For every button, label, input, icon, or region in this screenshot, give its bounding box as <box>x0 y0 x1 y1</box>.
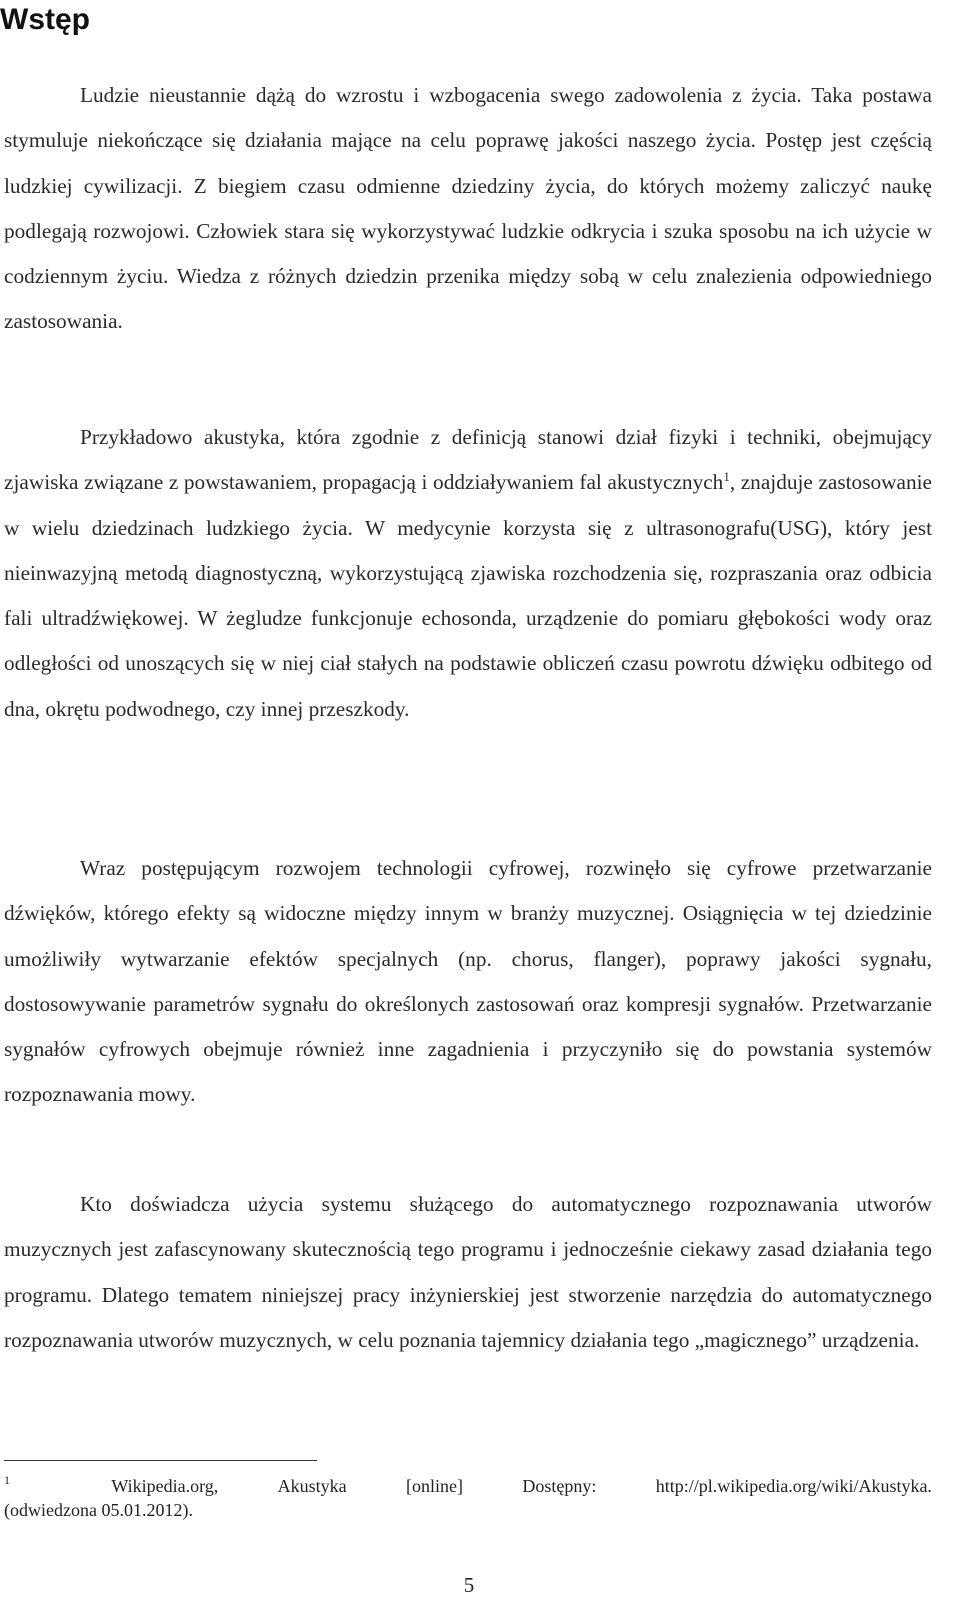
paragraph-thesis-topic: Kto doświadcza użycia systemu służącego do automatycznego rozpoznawania utworów muzycznych jest zafascynowany skutecznością tego programu i jednocześnie ciekawy zasad działania tego programu. Dlatego tematem niniejszej pracy inżynierskiej jest stworzenie narzędzia do automatycznego rozpoznawania utworów muzycznych, w celu poznania tajemnicy działania tego „magicznego” urządzenia. <box>4 1192 932 1352</box>
footnote-reference: 1 <box>723 469 730 485</box>
footnote-marker: 1 <box>4 1473 10 1487</box>
footnote-title: Akustyka <box>277 1476 347 1496</box>
footnote-separator <box>4 1460 317 1461</box>
page-number: 5 <box>463 1573 475 1597</box>
section-heading: Wstęp <box>0 3 90 36</box>
footnote-line-1 <box>4 1474 932 1498</box>
footnote-url[interactable]: http://pl.wikipedia.org/wiki/Akustyka. <box>655 1476 932 1496</box>
footnote-line-2: (odwiedzona 05.01.2012). <box>4 1500 193 1520</box>
paragraph-acoustics <box>4 415 932 732</box>
footnote-available: Dostępny: <box>522 1476 597 1496</box>
paragraph-digital-processing: Wraz postępującym rozwojem technologii cyfrowej, rozwinęło się cyfrowe przetwarzanie dźwięków, którego efekty są widoczne między innym w branży muzycznej. Osiągnięcia w tej dziedzinie umożliwiły wytwarzanie efektów specjalnych (np. chorus, flanger), poprawy jakości sygnału, dostosowywanie parametrów sygnału do określonych zastosowań oraz kompresji sygnałów. Przetwarzanie sygnałów cyfrowych obejmuje również inne zagadnienia i przyczyniło się do powstania systemów rozpoznawania mowy. <box>4 856 932 1107</box>
paragraph-introduction: Ludzie nieustannie dążą do wzrostu i wzbogacenia swego zadowolenia z życia. Taka postawa stymuluje niekończące się działania mające na celu poprawę jakości naszego życia. Postęp jest częścią ludzkiej cywilizacji. Z biegiem czasu odmienne dziedziny życia, do których możemy zaliczyć naukę podlegają rozwojowi. Człowiek stara się wykorzystywać ludzkie odkrycia i szuka sposobu na ich użycie w codziennym życiu. Wiedza z różnych dziedzin przenika między sobą w celu znalezienia odpowiedniego zastosowania. <box>4 83 932 334</box>
footnote-online: [online] <box>406 1476 464 1496</box>
footnote <box>4 1470 932 1522</box>
paragraph-acoustics-text-end: , znajduje zastosowanie w wielu dziedzinach ludzkiego życia. W medycynie korzysta się z ultrasonografu(USG), który jest nieinwazyjną metodą diagnostyczną, wykorzystującą zjawiska rozchodzenia się, rozpraszania oraz odbicia fali ultradźwiękowej. W żegludze funkcjonuje echosonda, urządzenie do pomiaru głębokości wody oraz odległości od unoszących się w niej ciał stałych na podstawie obliczeń czasu powrotu dźwięku odbitego od dna, okrętu podwodnego, czy innej przeszkody. <box>4 470 932 721</box>
footnote-source: Wikipedia.org, <box>111 1476 219 1496</box>
paragraph-acoustics-text-start: Przykładowo akustyka, która zgodnie z definicją stanowi dział fizyki i techniki, obejmujący zjawiska związane z powstawaniem, propagacją i oddziaływaniem fal akustycznych <box>4 425 932 495</box>
